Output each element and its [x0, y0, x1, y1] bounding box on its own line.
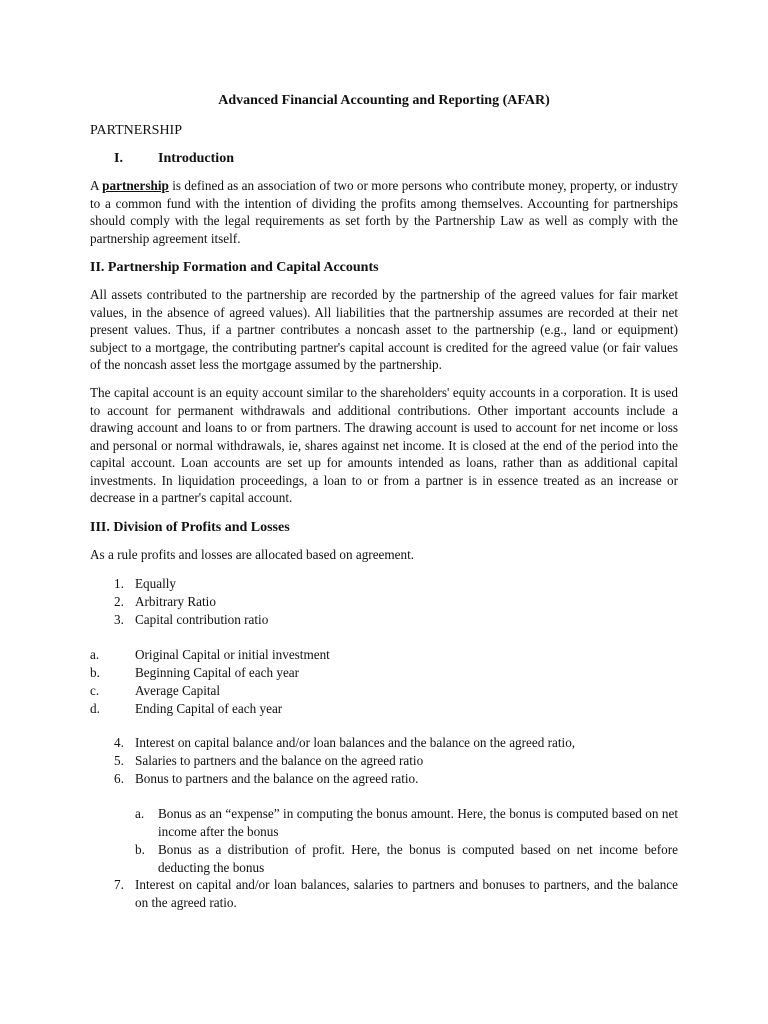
intro-prefix: A [90, 178, 103, 193]
section3-title: III. Division of Profits and Losses [90, 520, 290, 535]
list-item-text: Original Capital or initial investment [135, 647, 330, 662]
list-marker: b. [135, 842, 145, 857]
section2-paragraph-1: All assets contributed to the partnership are recorded by the partnership of the agreed values for fair market values, in the absence of agreed values). All liabilities that the partnership assumes are recorded at their net present values. Thus, if a partner contributes a noncash asset to the partnership (e.g., land or equipment) subject to a mortgage, the contributing partner's capital account is credited for the agreed value (or fair values of the noncash asset less the mortgage assumed by the partnership. [90, 287, 678, 372]
list-item-text: Interest on capital and/or loan balances, salaries to partners and bonuses to partners, and the balance on the agreed ratio. [135, 877, 678, 910]
intro-numeral: I. [114, 151, 123, 166]
list-marker: 7. [114, 877, 124, 892]
list-item-text: Bonus as a distribution of profit. Here, the bonus is computed based on net income before deducting the bonus [158, 842, 678, 875]
intro-title: Introduction [158, 151, 234, 166]
list-marker: 2. [114, 594, 124, 609]
list-item-text: Beginning Capital of each year [135, 665, 300, 680]
list-marker: d. [90, 701, 100, 716]
list-marker: 4. [114, 735, 124, 750]
list-marker: a. [90, 647, 100, 662]
section2-title: II. Partnership Formation and Capital Accounts [90, 260, 379, 275]
partnership-term: partnership [102, 178, 169, 193]
list-marker: 3. [114, 612, 124, 627]
list-item-text: Equally [135, 576, 177, 591]
section3-paragraph: As a rule profits and losses are allocated based on agreement. [90, 547, 415, 562]
document-title: Advanced Financial Accounting and Reporting (AFAR) [218, 93, 550, 108]
section2-paragraph-2: The capital account is an equity account similar to the shareholders' equity accounts in a corporation. It is used to account for permanent withdrawals and additional contributions. Other important accounts include a drawing account and loans to or from partners. The drawing account is used to account for net income or loss and personal or normal withdrawals, ie, shares against net income. It is closed at the end of the period into the capital account. Loan accounts are set up for amounts intended as loans, rather than as additional capital investments. In liquidation proceedings, a loan to or from a partner is in essence treated as an increase or decrease in a partner's capital account. [90, 385, 678, 505]
list-marker: 5. [114, 753, 124, 768]
list-item-text: Salaries to partners and the balance on the agreed ratio [135, 753, 424, 768]
list-item-text: Bonus to partners and the balance on the agreed ratio. [135, 771, 419, 786]
list-item-text: Interest on capital balance and/or loan balances and the balance on the agreed ratio, [135, 735, 576, 750]
list-marker: b. [90, 665, 100, 680]
list-item-text: Arbitrary Ratio [135, 594, 216, 609]
intro-rest: is defined as an association of two or more persons who contribute money, property, or industry to a common fund with the intention of dividing the profits among themselves. Accounting for partnerships should comply with the legal requirements as set forth by the Partnership Law as well as comply with the partnership agreement itself. [90, 178, 679, 246]
list-item-text: Average Capital [135, 683, 221, 698]
list-marker: 6. [114, 771, 124, 786]
list-marker: c. [90, 683, 100, 698]
list-marker: 1. [114, 576, 124, 591]
intro-paragraph [90, 177, 678, 247]
list-item-text: Ending Capital of each year [135, 701, 283, 716]
list-item-text: Bonus as an “expense” in computing the bonus amount. Here, the bonus is computed based on net income after the bonus [158, 806, 678, 839]
list-item-text: Capital contribution ratio [135, 612, 269, 627]
list-marker: a. [135, 806, 145, 821]
section-heading-partnership: PARTNERSHIP [90, 123, 183, 138]
